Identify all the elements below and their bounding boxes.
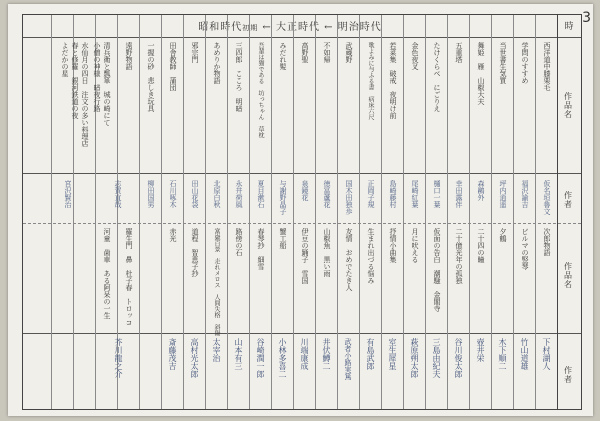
work-title-8: 若菜集 破戒 夜明け前 (389, 42, 397, 119)
col-divider (359, 15, 360, 409)
author2-13: 小林多喜二 (278, 338, 287, 378)
author2-16: 太宰治 (212, 338, 221, 362)
work-title-13: みだれ髪 (279, 42, 287, 70)
work2-title-10: 友情 おめでたき人 (345, 228, 353, 291)
col-divider (51, 15, 52, 409)
author-4: 森鷗外 (477, 180, 485, 201)
author2-6: 三島由紀夫 (432, 338, 441, 378)
author-13: 与謝野晶子 (279, 180, 287, 215)
author-8: 島崎藤村 (389, 180, 397, 208)
col-divider (205, 15, 206, 409)
author2-4: 壺井栄 (476, 338, 485, 362)
col-divider (425, 15, 426, 409)
work2-title-17: 道程 智恵子抄 (191, 228, 199, 277)
work2-title-15: 路傍の石 (235, 228, 243, 256)
work-title-14: 吾輩は猫である 坊っちゃん 草枕 (257, 42, 264, 138)
work-title-7: 金色夜叉 (411, 42, 419, 70)
era-title-showa: 昭和時代 (198, 22, 243, 33)
author2-12: 川端康成 (300, 338, 309, 370)
author-14: 夏目漱石 (257, 180, 265, 208)
author2-15: 山本有三 (234, 338, 243, 370)
author2-10: 武者小路実篤 (344, 338, 352, 380)
work2-title-13: 蟹工船 (279, 228, 287, 249)
work2-title-18: 赤光 (169, 228, 177, 242)
col-divider (535, 15, 536, 409)
label-work-1: 作品名 (563, 91, 573, 119)
col-divider (315, 15, 316, 409)
work2-title-4: 二十四の瞳 (477, 228, 485, 263)
work-title-15: 三四郎 こころ 明暗 (235, 42, 243, 112)
work-title-9: 歌よみに与ふる書 病床六尺 (367, 42, 374, 120)
author-12: 泉鏡花 (301, 180, 309, 201)
label-author-1: 作者 (563, 191, 573, 209)
work-title-6: たけくらべ にごりえ (433, 42, 441, 112)
col-divider (381, 15, 382, 409)
page-number: 3 (582, 10, 591, 26)
author-18: 石川啄木 (169, 180, 177, 208)
col-divider (337, 15, 338, 409)
col-divider (161, 15, 162, 409)
col-divider (469, 15, 470, 409)
author-17: 田山花袋 (191, 180, 199, 208)
col-divider (227, 15, 228, 409)
col-divider (139, 15, 140, 409)
work2-title-16: 富嶽百景 走れメロス 人間失格 斜陽 (213, 228, 220, 336)
work-title-2: 学問のすすめ (521, 42, 529, 84)
author-9: 正岡子規 (367, 180, 375, 208)
row-divider-3 (23, 333, 581, 334)
era-title-showa-small: 初期 (242, 24, 259, 32)
work2-title-12: 伊豆の踊子 雪国 (301, 228, 309, 284)
author-3: 坪内逍遥 (499, 180, 507, 208)
author2-19: 芥川龍之介 (114, 338, 123, 378)
author-5: 幸田露伴 (455, 180, 463, 208)
work2-title-3: 夕鶴 (499, 228, 507, 242)
col-divider (271, 15, 272, 409)
work-title-3: 当世書生気質 (499, 42, 507, 84)
work2-title-7: 月に吠える (411, 228, 419, 263)
author2-11: 井伏鱒二 (322, 338, 331, 370)
worksheet (8, 4, 593, 416)
work2-title-5: 二十億光年の孤独 (455, 228, 463, 284)
row-divider-2 (23, 223, 581, 224)
label-author-2: 作者 (563, 366, 573, 384)
col-divider (491, 15, 492, 409)
work2-title-11: 山椒魚 黒い雨 (323, 228, 331, 277)
work-title-18: 田舎教師 蒲団 (169, 42, 177, 91)
author2-2: 竹山道雄 (520, 338, 529, 370)
work-title-4: 舞姫 雁 山椒大夫 (477, 42, 485, 105)
work-title-19: 一握の砂 悲しき玩具 (147, 42, 155, 112)
author2-18: 斎藤茂吉 (168, 338, 177, 370)
author2-7: 萩原朔太郎 (410, 338, 419, 378)
work2-title-6: 仮面の告白 潮騒 金閣寺 (433, 228, 441, 312)
author-10: 国木田独歩 (345, 180, 353, 215)
col-divider (249, 15, 250, 409)
literature-table (22, 14, 582, 410)
author-16: 北原白秋 (213, 180, 221, 208)
era-title (23, 18, 557, 33)
work2-title-9: 生まれ出づる悩み (367, 228, 375, 284)
author2-9: 有島武郎 (366, 338, 375, 370)
col-divider (513, 15, 514, 409)
work-title-16: あめりか物語 (213, 42, 221, 84)
author-1: 仮名垣魯文 (543, 180, 551, 215)
work-title-1: 西洋道中膝栗毛 (543, 42, 551, 91)
author-7: 尾崎紅葉 (411, 180, 419, 208)
work2-title-20: 河童 歯車 ある阿呆の一生 (103, 228, 111, 319)
work-title-17: 邪宗門 (191, 42, 199, 63)
row-divider-1 (23, 173, 581, 174)
era-title-rest: ← 大正時代 ← 明治時代 (258, 22, 382, 33)
work-title-20: 遠野物語 (125, 42, 133, 70)
work-title-10: 武蔵野 (345, 42, 353, 63)
work-title-22: 小僧の神様 暗夜行路 (93, 42, 101, 112)
author2-5: 谷川俊太郎 (454, 338, 463, 378)
work2-title-19: 羅生門 鼻 杜子春 トロッコ (125, 228, 133, 326)
work2-title-2: ビルマの竪琴 (521, 228, 529, 270)
author2-1: 下村湖人 (542, 338, 551, 370)
work-title-12: 高野聖 (301, 42, 309, 63)
work-title-21: 清兵衛と瓢箪 城の崎にて (103, 42, 111, 126)
author2-14: 谷崎潤一郎 (256, 338, 265, 378)
author-21: 宮沢賢治 (64, 180, 72, 208)
work2-title-14: 春琴抄 細雪 (257, 228, 265, 270)
author-2: 福沢諭吉 (521, 180, 529, 208)
work2-title-8: 抒情小曲集 (389, 228, 397, 263)
label-work-2: 作品名 (563, 261, 573, 289)
work-title-24: 春と修羅 銀河鉄道の夜 (71, 42, 79, 119)
work2-title-1: 次郎物語 (543, 228, 551, 256)
author-19: 柳田国男 (147, 180, 155, 208)
col-divider (293, 15, 294, 409)
header-divider (23, 37, 581, 38)
author2-8: 室生犀星 (388, 338, 397, 370)
author-15: 永井荷風 (235, 180, 243, 208)
author2-3: 木下順二 (498, 338, 507, 370)
label-era: 時 (562, 21, 573, 31)
author-20: 志賀直哉 (114, 180, 122, 208)
col-divider (183, 15, 184, 409)
work-title-5: 五重塔 (455, 42, 463, 63)
col-divider (447, 15, 448, 409)
author-11: 徳冨蘆花 (323, 180, 331, 208)
author2-17: 高村光太郎 (190, 338, 199, 378)
col-divider (403, 15, 404, 409)
author-6: 樋口一葉 (433, 180, 441, 208)
work-title-25: よだかの星 (61, 42, 69, 77)
work-title-23: 水仙月の四日 注文の多い料理店 (81, 42, 89, 147)
work-title-11: 不如帰 (323, 42, 331, 63)
